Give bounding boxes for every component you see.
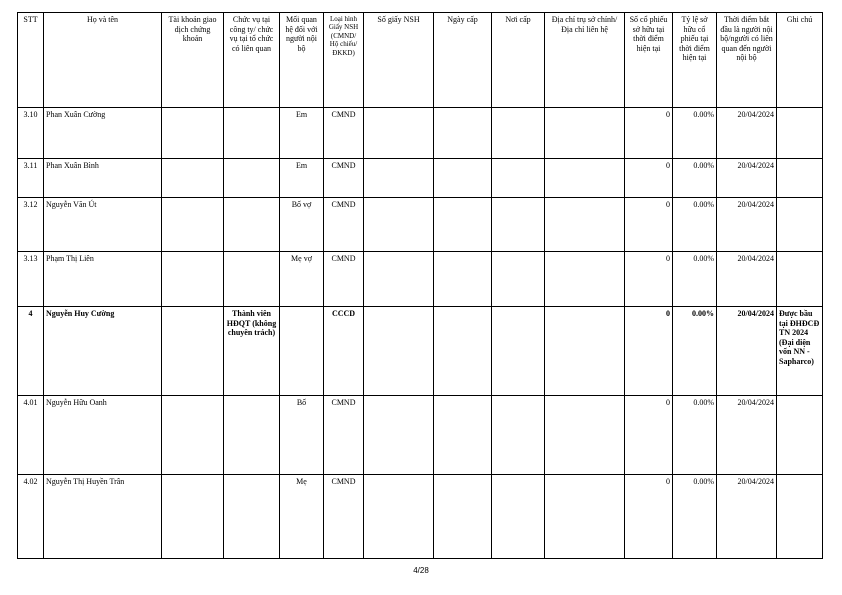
cell-issue-date: [434, 252, 492, 307]
cell-relation: Em: [280, 108, 324, 159]
cell-note: [777, 252, 823, 307]
cell-position: [224, 396, 280, 475]
cell-position: Thành viên HĐQT (không chuyên trách): [224, 307, 280, 396]
cell-issue-place: [492, 252, 545, 307]
cell-name: Phan Xuân Bình: [44, 159, 162, 198]
cell-doc-type: CMND: [324, 198, 364, 252]
cell-note: [777, 159, 823, 198]
cell-stt: 3.11: [18, 159, 44, 198]
cell-relation: [280, 307, 324, 396]
table-row: [18, 159, 823, 198]
cell-doc-no: [364, 108, 434, 159]
header-account: Tài khoản giao dịch chứng khoán: [162, 13, 224, 108]
cell-doc-no: [364, 475, 434, 559]
cell-stt: 3.13: [18, 252, 44, 307]
table-row: [18, 396, 823, 475]
header-doc-no: Số giấy NSH: [364, 13, 434, 108]
cell-note: [777, 198, 823, 252]
cell-note: Được bầu tại ĐHĐCĐ TN 2024 (Đại diện vốn NN - Sapharco): [777, 307, 823, 396]
header-row: [18, 13, 823, 108]
cell-doc-type: CMND: [324, 396, 364, 475]
cell-doc-no: [364, 252, 434, 307]
cell-note: [777, 108, 823, 159]
cell-relation: Em: [280, 159, 324, 198]
cell-start-date: 20/04/2024: [717, 475, 777, 559]
cell-issue-date: [434, 198, 492, 252]
cell-issue-date: [434, 475, 492, 559]
cell-issue-place: [492, 475, 545, 559]
header-issue-place: Nơi cấp: [492, 13, 545, 108]
cell-doc-no: [364, 198, 434, 252]
cell-start-date: 20/04/2024: [717, 307, 777, 396]
cell-start-date: 20/04/2024: [717, 396, 777, 475]
cell-doc-type: CMND: [324, 108, 364, 159]
cell-account: [162, 159, 224, 198]
cell-doc-no: [364, 307, 434, 396]
cell-stt: 4: [18, 307, 44, 396]
header-ratio: Tỷ lệ sở hữu cổ phiếu tại thời điểm hiện tại: [673, 13, 717, 108]
cell-shares: 0: [625, 108, 673, 159]
cell-name: Nguyễn Huy Cường: [44, 307, 162, 396]
cell-address: [545, 159, 625, 198]
cell-issue-place: [492, 307, 545, 396]
cell-start-date: 20/04/2024: [717, 108, 777, 159]
cell-ratio: 0.00%: [673, 252, 717, 307]
cell-stt: 4.01: [18, 396, 44, 475]
table-row: [18, 108, 823, 159]
cell-start-date: 20/04/2024: [717, 252, 777, 307]
cell-note: [777, 396, 823, 475]
cell-position: [224, 198, 280, 252]
cell-issue-place: [492, 108, 545, 159]
cell-relation: Mẹ vợ: [280, 252, 324, 307]
cell-shares: 0: [625, 198, 673, 252]
cell-account: [162, 198, 224, 252]
cell-position: [224, 159, 280, 198]
cell-position: [224, 108, 280, 159]
header-issue-date: Ngày cấp: [434, 13, 492, 108]
cell-issue-date: [434, 159, 492, 198]
cell-account: [162, 307, 224, 396]
cell-doc-type: CMND: [324, 475, 364, 559]
header-name: Họ và tên: [44, 13, 162, 108]
cell-relation: Mẹ: [280, 475, 324, 559]
header-doc-type: Loại hình Giấy NSH (CMND/ Hộ chiếu/ ĐKKD): [324, 13, 364, 108]
cell-ratio: 0.00%: [673, 108, 717, 159]
cell-doc-no: [364, 396, 434, 475]
page-number: 4/28: [413, 566, 429, 575]
cell-doc-no: [364, 159, 434, 198]
cell-shares: 0: [625, 159, 673, 198]
header-note: Ghi chú: [777, 13, 823, 108]
cell-ratio: 0.00%: [673, 198, 717, 252]
cell-address: [545, 307, 625, 396]
cell-name: Phạm Thị Liên: [44, 252, 162, 307]
cell-shares: 0: [625, 475, 673, 559]
table-row: [18, 307, 823, 396]
cell-account: [162, 108, 224, 159]
cell-ratio: 0.00%: [673, 396, 717, 475]
cell-doc-type: CMND: [324, 159, 364, 198]
cell-position: [224, 475, 280, 559]
cell-relation: Bố: [280, 396, 324, 475]
header-shares: Số cổ phiếu sở hữu tại thời điểm hiện tại: [625, 13, 673, 108]
cell-account: [162, 475, 224, 559]
cell-issue-date: [434, 307, 492, 396]
cell-note: [777, 475, 823, 559]
cell-stt: 4.02: [18, 475, 44, 559]
cell-doc-type: CCCD: [324, 307, 364, 396]
cell-stt: 3.10: [18, 108, 44, 159]
cell-issue-place: [492, 396, 545, 475]
cell-ratio: 0.00%: [673, 159, 717, 198]
table-row: [18, 475, 823, 559]
cell-name: Nguyễn Văn Út: [44, 198, 162, 252]
cell-address: [545, 198, 625, 252]
cell-shares: 0: [625, 396, 673, 475]
cell-account: [162, 396, 224, 475]
cell-name: Nguyễn Thị Huyền Trân: [44, 475, 162, 559]
header-start-date: Thời điểm bắt đầu là người nội bộ/người có liên quan đến người nội bộ: [717, 13, 777, 108]
cell-relation: Bố vợ: [280, 198, 324, 252]
cell-address: [545, 396, 625, 475]
cell-issue-date: [434, 108, 492, 159]
cell-address: [545, 475, 625, 559]
cell-name: Phan Xuân Cường: [44, 108, 162, 159]
header-position: Chức vụ tại công ty/ chức vụ tại tổ chức có liên quan: [224, 13, 280, 108]
table-row: [18, 252, 823, 307]
cell-address: [545, 108, 625, 159]
cell-stt: 3.12: [18, 198, 44, 252]
cell-shares: 0: [625, 307, 673, 396]
cell-start-date: 20/04/2024: [717, 159, 777, 198]
cell-issue-date: [434, 396, 492, 475]
cell-ratio: 0.00%: [673, 475, 717, 559]
cell-issue-place: [492, 159, 545, 198]
cell-ratio: 0.00%: [673, 307, 717, 396]
cell-account: [162, 252, 224, 307]
header-address: Địa chỉ trụ sở chính/Địa chỉ liên hệ: [545, 13, 625, 108]
cell-doc-type: CMND: [324, 252, 364, 307]
cell-address: [545, 252, 625, 307]
cell-position: [224, 252, 280, 307]
cell-start-date: 20/04/2024: [717, 198, 777, 252]
header-relation: Mối quan hệ đối với người nội bộ: [280, 13, 324, 108]
cell-issue-place: [492, 198, 545, 252]
cell-shares: 0: [625, 252, 673, 307]
table-row: [18, 198, 823, 252]
cell-name: Nguyễn Hữu Oanh: [44, 396, 162, 475]
header-stt: STT: [18, 13, 44, 108]
insider-table: [17, 12, 823, 559]
